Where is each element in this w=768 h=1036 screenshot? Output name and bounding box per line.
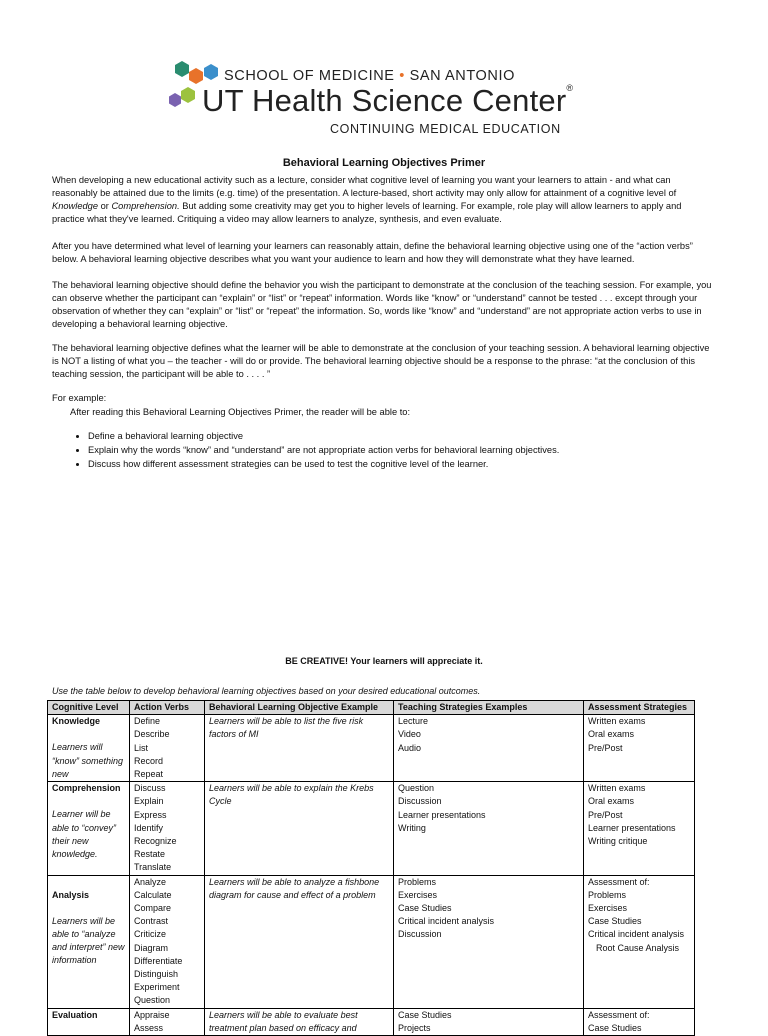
bullet-item: • Explain why the words “know” and “understand” are not appropriate action verbs for behavioral learning objectives. bbox=[88, 443, 559, 457]
intro-text-b: But adding some creativity may get you to higher levels of learning. For example, role play will allow learners to apply and practice what they've learned. Critiquing a video may allow learners to analyze, synthesis, and even evaluate. bbox=[52, 201, 682, 224]
cell-cognitive-level bbox=[48, 715, 130, 782]
level-name: Comprehension bbox=[52, 783, 121, 794]
cell-cognitive-level bbox=[48, 875, 130, 1008]
logo-center-text: UT Health Science Center bbox=[202, 83, 567, 118]
bullet-item: • Define a behavioral learning objective bbox=[88, 429, 559, 443]
ut-health-logo bbox=[166, 58, 606, 142]
intro-knowledge: Knowledge bbox=[52, 201, 99, 211]
cell-action-verbs: Discuss Explain Express Identify Recognize Restate Translate bbox=[130, 782, 205, 875]
table-row bbox=[48, 782, 695, 875]
cell-teaching-strategies: Case Studies Projects bbox=[394, 1008, 584, 1035]
hexagon-lime bbox=[181, 87, 195, 103]
cell-objective-example bbox=[205, 875, 394, 1008]
objective-bullet-list bbox=[70, 429, 559, 471]
cell-action-verbs: Define Describe List Record Repeat bbox=[130, 715, 205, 782]
paragraph-intro bbox=[52, 174, 714, 226]
objective-example-text: Learners will be able to explain the Krebs Cycle bbox=[209, 783, 374, 807]
header-objective-example: Behavioral Learning Objective Example bbox=[205, 701, 394, 715]
hexagon-orange bbox=[189, 68, 203, 84]
intro-text-a: When developing a new educational activity such as a lecture, consider what cognitive level of learning you want your learners to attain - and what can reasonably be attained due to the limits (e.g. time) of the presentation. A lecture-based, short activity may only allow for attainment of a cognitive level of bbox=[52, 175, 677, 198]
logo-school-line bbox=[224, 68, 515, 84]
cell-assessment-strategies: Written exams Oral exams Pre/Post Learner presentations Writing critique bbox=[584, 782, 695, 875]
objective-example-text: Learners will be able to evaluate best treatment plan based on efficacy and bbox=[209, 1009, 358, 1033]
logo-cme-line: CONTINUING MEDICAL EDUCATION bbox=[330, 122, 561, 136]
cell-objective-example bbox=[205, 1008, 394, 1035]
cell-assessment-strategies: Assessment of: Case Studies bbox=[584, 1008, 695, 1035]
cell-action-verbs: Analyze Calculate Compare Contrast Criticize Diagram Differentiate Distinguish Experiment Question bbox=[130, 875, 205, 1008]
objectives-table bbox=[47, 700, 695, 1036]
logo-center-line bbox=[202, 83, 573, 119]
assessment-list: Assessment of: Problems Exercises Case Studies Critical incident analysis bbox=[588, 876, 685, 940]
hexagon-blue bbox=[204, 64, 218, 80]
cell-teaching-strategies: Problems Exercises Case Studies Critical incident analysis Discussion bbox=[394, 875, 584, 1008]
hexagon-purple bbox=[169, 93, 181, 107]
intro-or: or bbox=[98, 201, 112, 211]
level-note: Learners will “know” something new bbox=[52, 742, 124, 779]
table-row bbox=[48, 875, 695, 1008]
hexagon-green bbox=[175, 61, 189, 77]
be-creative-banner: BE CREATIVE! Your learners will appreciate it. bbox=[285, 656, 483, 666]
level-name: Analysis bbox=[52, 889, 90, 900]
registered-mark: ® bbox=[566, 83, 574, 93]
example-subheading: After reading this Behavioral Learning Objectives Primer, the reader will be able to: bbox=[70, 407, 411, 417]
header-cognitive-level: Cognitive Level bbox=[48, 701, 130, 715]
paragraph-behavior: The behavioral learning objective should define the behavior you wish the participant to demonstrate at the conclusion of the teaching session. For example, you can observe whether the participant can “explain” or “list” or “repeat” information. Words like “know” or “understand” cannot be tested . . . except through your observation of whether they can “explain” or “list” or “repeat” the information. So, words like “know” and “understand” are not appropriate action verbs to use in developing a behavioral learning objective. bbox=[52, 280, 712, 329]
paragraph-action-verbs: After you have determined what level of learning your learners can reasonably attain, define the behavioral learning objective using one of the “action verbs” below. A behavioral learning objective describes what you want your audience to learn and how they will demonstrate what they have learned. bbox=[52, 241, 693, 264]
cell-objective-example bbox=[205, 782, 394, 875]
cell-assessment-strategies bbox=[584, 875, 695, 1008]
header-teaching-strategies: Teaching Strategies Examples bbox=[394, 701, 584, 715]
objective-example-text: Learners will be able to analyze a fishbone diagram for cause and effect of a problem bbox=[209, 876, 380, 900]
bullet-item: • Discuss how different assessment strategies can be used to test the cognitive level of the learner. bbox=[88, 457, 559, 471]
objective-example-text: Learners will be able to list the five risk factors of MI bbox=[209, 716, 364, 740]
cell-action-verbs: Appraise Assess bbox=[130, 1008, 205, 1035]
cell-objective-example bbox=[205, 715, 394, 782]
table-header-row bbox=[48, 701, 695, 715]
logo-city-text: SAN ANTONIO bbox=[409, 68, 516, 84]
document-title: Behavioral Learning Objectives Primer bbox=[282, 157, 486, 169]
logo-separator-dot: • bbox=[399, 68, 405, 84]
cell-teaching-strategies: Lecture Video Audio bbox=[394, 715, 584, 782]
cell-cognitive-level bbox=[48, 1008, 130, 1035]
intro-comprehension: Comprehension. bbox=[111, 201, 180, 211]
cell-teaching-strategies: Question Discussion Learner presentations Writing bbox=[394, 782, 584, 875]
header-action-verbs: Action Verbs bbox=[130, 701, 205, 715]
header-assessment-strategies: Assessment Strategies bbox=[584, 701, 695, 715]
table-intro: Use the table below to develop behavioral learning objectives based on your desired educational outcomes. bbox=[52, 686, 481, 696]
level-name: Evaluation bbox=[52, 1009, 98, 1020]
paragraph-definition: The behavioral learning objective defines what the learner will be able to demonstrate at the conclusion of your teaching session. A behavioral learning objective is NOT a listing of what you – the teacher - will do or provide. The behavioral learning objective should be a response to the phrase: “at the conclusion of this teaching session, the participant will be able to . . . . ” bbox=[52, 343, 710, 379]
table-row bbox=[48, 1008, 695, 1035]
level-note: Learners will be able to “analyze and interpret” new information bbox=[52, 915, 125, 966]
level-name: Knowledge bbox=[52, 716, 101, 727]
logo-school-text: SCHOOL OF MEDICINE bbox=[224, 68, 395, 84]
example-heading: For example: bbox=[52, 393, 107, 403]
level-note: Learner will be able to “convey” their new knowledge. bbox=[52, 809, 117, 860]
cell-assessment-strategies: Written exams Oral exams Pre/Post bbox=[584, 715, 695, 782]
table-row bbox=[48, 715, 695, 782]
cell-cognitive-level bbox=[48, 782, 130, 875]
assessment-extra: Root Cause Analysis bbox=[596, 942, 680, 953]
